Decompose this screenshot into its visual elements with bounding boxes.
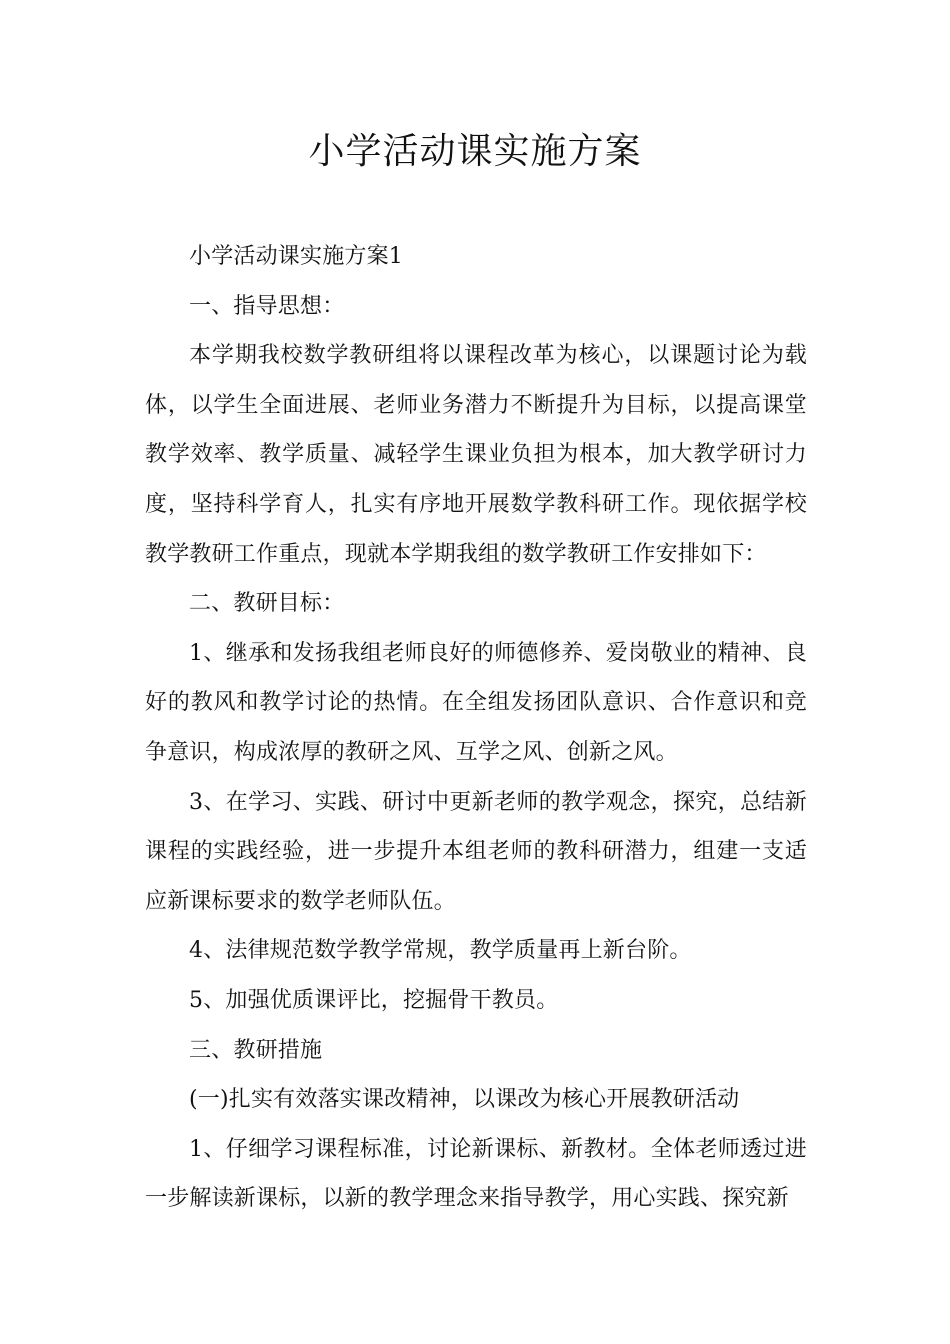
heading-research-measures: 三、教研措施	[189, 1037, 323, 1063]
section-heading: 小学活动课实施方案1	[189, 244, 403, 269]
subheading-measure-1: (一)扎实有效落实课改精神，以课改为核心开展教研活动	[189, 1087, 740, 1113]
goal-item-1: 1、继承和发扬我组老师良好的师德修养、爱岗敬业的精神、良好的教风和教学讨论的热情。在全组发扬团队意识、合作意识和竞争意识，构成浓厚的教研之风、互学之风、创新之风。	[145, 640, 807, 765]
document-body	[145, 232, 807, 1224]
goal-item-4: 4、法律规范数学教学常规，教学质量再上新台阶。	[189, 938, 692, 964]
document-title: 小学活动课实施方案	[308, 131, 642, 172]
goal-item-3: 3、在学习、实践、研讨中更新老师的教学观念，探究，总结新课程的实践经验，进一步提升本组老师的教科研潜力，组建一支适应新课标要求的数学老师队伍。	[145, 789, 807, 914]
measure-item-1: 1、仔细学习课程标准，讨论新课标、新教材。全体老师透过进一步解读新课标，以新的教学理念来指导教学，用心实践、探究新	[145, 1136, 807, 1212]
heading-guiding-thought: 一、指导思想：	[189, 293, 345, 319]
paragraph-guiding-thought: 本学期我校数学教研组将以课程改革为核心，以课题讨论为载体，以学生全面进展、老师业务潜力不断提升为目标，以提高课堂教学效率、教学质量、减轻学生课业负担为根本，加大教学研讨力度，坚持科学育人，扎实有序地开展数学教科研工作。现依据学校教学教研工作重点，现就本学期我组的数学教研工作安排如下：	[145, 343, 807, 567]
goal-item-5: 5、加强优质课评比，挖掘骨干教员。	[189, 987, 559, 1013]
heading-research-goals: 二、教研目标：	[189, 591, 345, 617]
